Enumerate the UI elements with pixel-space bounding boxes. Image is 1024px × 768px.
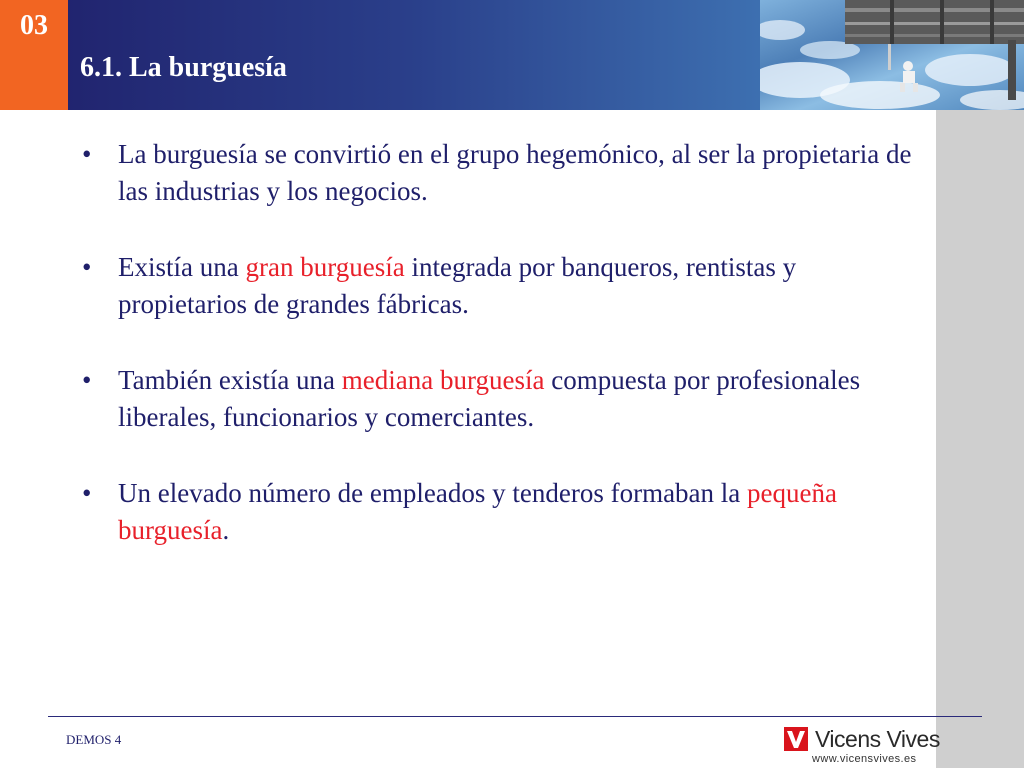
highlighted-term: mediana burguesía xyxy=(341,365,545,395)
bullet-list xyxy=(78,136,928,588)
highlighted-term: gran burguesía xyxy=(245,252,405,282)
bullet-marker: • xyxy=(82,365,92,395)
bullet-marker: • xyxy=(82,478,92,508)
vicens-vives-v-icon xyxy=(784,727,808,751)
bullet-text: La burguesía se convirtió en el grupo hegemónico, al ser la propietaria de las industrias y los negocios. xyxy=(118,139,912,206)
bullet-item xyxy=(78,249,928,323)
slide-title: 6.1. La burguesía xyxy=(80,52,287,83)
satellite-astronaut-photo-icon xyxy=(760,0,1024,110)
bullet-item xyxy=(78,475,928,549)
chapter-tab xyxy=(0,0,68,110)
bullet-text: Un elevado número de empleados y tenderos formaban la xyxy=(118,478,748,508)
bullet-text: Existía una xyxy=(118,252,246,282)
brand-url: www.vicensvives.es xyxy=(812,753,917,765)
right-sidebar-strip xyxy=(936,110,1024,768)
bullet-item xyxy=(78,362,928,436)
bullet-text: También existía una xyxy=(118,365,342,395)
header-photo xyxy=(760,0,1024,110)
highlighted-term: pequeña burguesía xyxy=(118,478,837,545)
bullet-text: integrada por banqueros, rentistas y propietarios de grandes fábricas. xyxy=(118,252,797,319)
bullet-marker: • xyxy=(82,139,92,169)
chapter-number: 03 xyxy=(20,10,48,41)
bullet-text: compuesta por profesionales liberales, funcionarios y comerciantes. xyxy=(118,365,861,432)
bullet-text: . xyxy=(222,515,230,545)
bullet-item xyxy=(78,136,928,210)
footer-divider xyxy=(48,716,982,717)
footer-code: DEMOS 4 xyxy=(66,732,122,747)
bullet-marker: • xyxy=(82,252,92,282)
brand-name: Vicens Vives xyxy=(815,726,940,752)
